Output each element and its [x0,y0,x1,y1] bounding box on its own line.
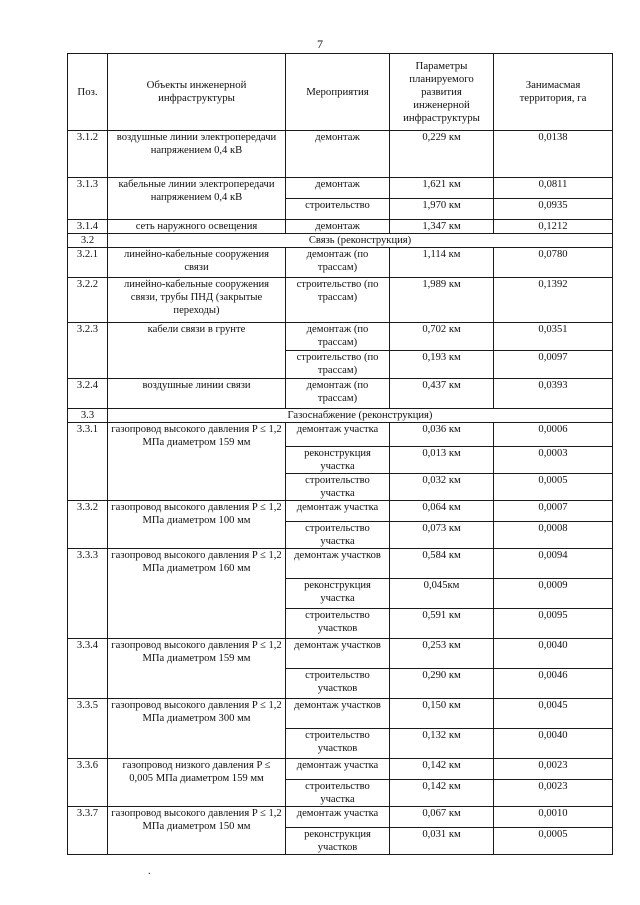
table-row [68,131,613,178]
row-action: демонтаж участков [286,639,390,669]
row-param: 0,702 км [390,323,494,351]
row-param: 0,036 км [390,423,494,447]
row-area: 0,0006 [494,423,613,447]
page-number: 7 [317,37,323,51]
row-pos: 3.2.4 [68,379,108,409]
row-pos: 3.3.2 [68,501,108,549]
row-action: демонтаж (по трассам) [286,323,390,351]
row-pos: 3.3.7 [68,807,108,855]
row-pos: 3.3.6 [68,759,108,807]
row-param: 1,347 км [390,220,494,234]
row-area: 0,0008 [494,522,613,549]
row-action: реконструкция участков [286,828,390,855]
row-object-name: воздушные линии связи [108,379,286,409]
row-action: строительство участков [286,669,390,699]
row-object-name: газопровод высокого давления P ≤ 1,2 МПа диаметром 159 мм [108,639,286,699]
row-pos: 3.1.3 [68,178,108,220]
row-param: 0,142 км [390,780,494,807]
table-row [68,178,613,199]
table-row [68,549,613,579]
row-area: 0,0351 [494,323,613,351]
row-pos: 3.3.5 [68,699,108,759]
row-pos: 3.2.1 [68,248,108,278]
row-action: демонтаж участков [286,549,390,579]
row-area: 0,0393 [494,379,613,409]
row-action: реконструкция участка [286,447,390,474]
row-pos: 3.2.3 [68,323,108,379]
row-area: 0,0023 [494,780,613,807]
row-param: 0,031 км [390,828,494,855]
row-param: 1,114 км [390,248,494,278]
row-object-name: газопровод высокого давления P ≤ 1,2 МПа диаметром 300 мм [108,699,286,759]
table-row [68,501,613,522]
row-area: 0,0811 [494,178,613,199]
row-param: 1,970 км [390,199,494,220]
row-action: демонтаж (по трассам) [286,379,390,409]
row-param: 0,132 км [390,729,494,759]
header-pos: Поз. [68,54,108,131]
row-object-name: газопровод высокого давления P ≤ 1,2 МПа диаметром 100 мм [108,501,286,549]
row-action: демонтаж участка [286,759,390,780]
row-area: 0,0005 [494,474,613,501]
row-action: строительство участков [286,729,390,759]
table-row [68,379,613,409]
row-param: 1,621 км [390,178,494,199]
row-param: 0,193 км [390,351,494,379]
row-pos: 3.3.3 [68,549,108,639]
table-row [68,639,613,669]
header-params: Параметры планируемого развития инженерной инфраструктуры [390,54,494,131]
row-object-name: кабели связи в грунте [108,323,286,379]
row-action: строительство (по трассам) [286,278,390,323]
table-row [68,759,613,780]
row-area: 0,0094 [494,549,613,579]
row-action: демонтаж участка [286,423,390,447]
row-param: 0,150 км [390,699,494,729]
row-area: 0,1212 [494,220,613,234]
row-area: 0,0138 [494,131,613,178]
header-area: Занимасмая территория, га [494,54,613,131]
row-area: 0,0935 [494,199,613,220]
row-area: 0,0097 [494,351,613,379]
row-param: 0,142 км [390,759,494,780]
row-area: 0,0046 [494,669,613,699]
row-area: 0,0009 [494,579,613,609]
row-object-name: кабельные линии электропередачи напряжением 0,4 кВ [108,178,286,220]
row-pos: 3.3.4 [68,639,108,699]
row-action: демонтаж участка [286,807,390,828]
row-action: строительство участка [286,522,390,549]
row-object-name: газопровод низкого давления P ≤ 0,005 МПа диаметром 159 мм [108,759,286,807]
row-action: демонтаж [286,178,390,199]
table-row [68,699,613,729]
section-title: Газоснабжение (реконструкция) [108,409,613,423]
table-row [68,248,613,278]
row-area: 0,0007 [494,501,613,522]
row-object-name: газопровод высокого давления P ≤ 1,2 МПа диаметром 160 мм [108,549,286,639]
row-area: 0,0045 [494,699,613,729]
row-area: 0,0010 [494,807,613,828]
row-object-name: газопровод высокого давления P ≤ 1,2 МПа диаметром 159 мм [108,423,286,501]
footer-mark: . [148,866,151,877]
row-object-name: сеть наружного освещения [108,220,286,234]
row-area: 0,0023 [494,759,613,780]
table-header-row [68,54,613,131]
header-objects: Объекты инженерной инфраструктуры [108,54,286,131]
row-action: демонтаж [286,220,390,234]
header-actions: Мероприятия [286,54,390,131]
section-row [68,409,613,423]
row-area: 0,0780 [494,248,613,278]
section-title: Связь (реконструкция) [108,234,613,248]
row-area: 0,1392 [494,278,613,323]
row-area: 0,0095 [494,609,613,639]
row-object-name: газопровод высокого давления P ≤ 1,2 МПа диаметром 150 мм [108,807,286,855]
table-row [68,323,613,351]
row-area: 0,0005 [494,828,613,855]
row-action: строительство участка [286,780,390,807]
row-param: 0,013 км [390,447,494,474]
row-action: строительство участка [286,474,390,501]
row-action: демонтаж (по трассам) [286,248,390,278]
row-action: демонтаж участка [286,501,390,522]
row-action: демонтаж [286,131,390,178]
infrastructure-table [67,53,613,855]
table-body [68,131,613,855]
row-param: 1,989 км [390,278,494,323]
section-row [68,234,613,248]
row-action: строительство [286,199,390,220]
row-action: реконструкция участка [286,579,390,609]
row-param: 0,290 км [390,669,494,699]
row-param: 0,032 км [390,474,494,501]
row-param: 0,437 км [390,379,494,409]
table-row [68,220,613,234]
row-object-name: линейно-кабельные сооружения связи [108,248,286,278]
row-param: 0,064 км [390,501,494,522]
row-pos: 3.1.4 [68,220,108,234]
row-pos: 3.3.1 [68,423,108,501]
row-param: 0,253 км [390,639,494,669]
row-param: 0,073 км [390,522,494,549]
row-param: 0,591 км [390,609,494,639]
table-row [68,807,613,828]
row-pos: 3.1.2 [68,131,108,178]
row-action: строительство (по трассам) [286,351,390,379]
row-area: 0,0040 [494,729,613,759]
row-param: 0,045км [390,579,494,609]
row-object-name: линейно-кабельные сооружения связи, трубы ПНД (закрытые переходы) [108,278,286,323]
table-row [68,278,613,323]
section-pos: 3.2 [68,234,108,248]
row-param: 0,584 км [390,549,494,579]
row-action: демонтаж участков [286,699,390,729]
row-pos: 3.2.2 [68,278,108,323]
row-area: 0,0003 [494,447,613,474]
row-param: 0,067 км [390,807,494,828]
row-param: 0,229 км [390,131,494,178]
row-area: 0,0040 [494,639,613,669]
section-pos: 3.3 [68,409,108,423]
row-object-name: воздушные линии электропередачи напряжением 0,4 кВ [108,131,286,178]
row-action: строительство участков [286,609,390,639]
table-row [68,423,613,447]
